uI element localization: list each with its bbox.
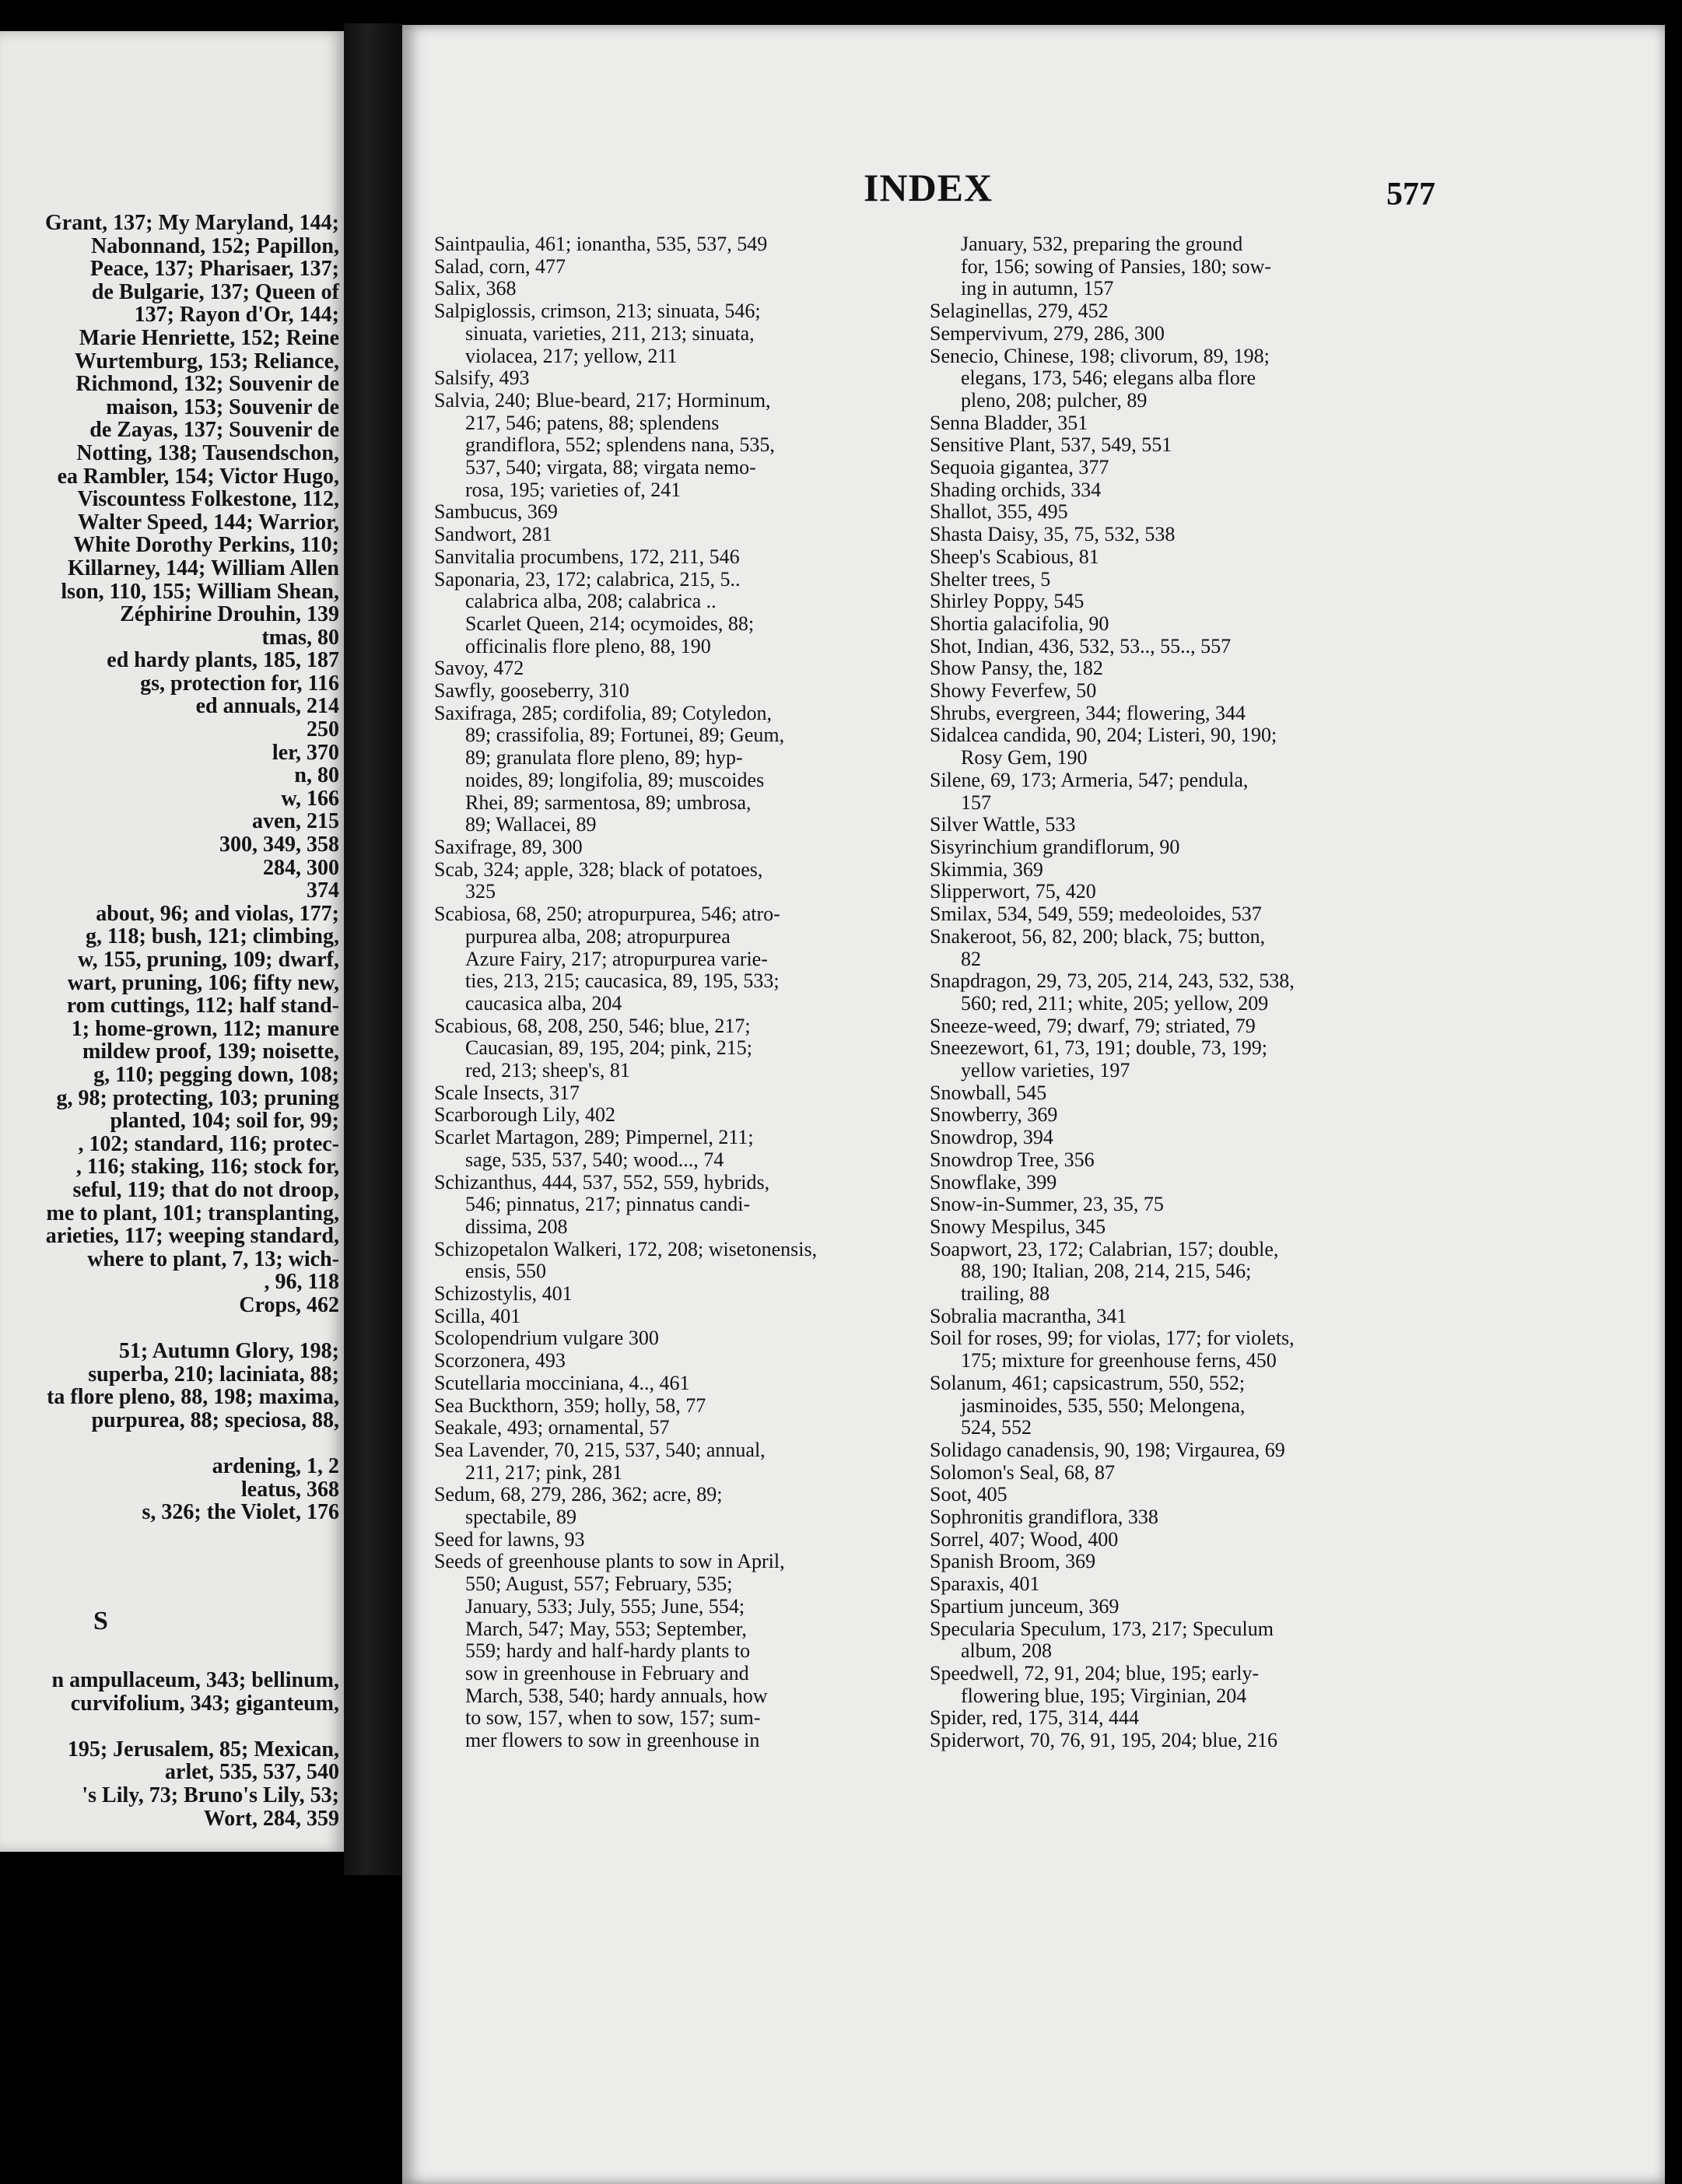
index-entry: Seakale, 493; ornamental, 57 [434,1416,670,1439]
index-entry: Shallot, 355, 495 [930,500,1068,524]
index-entry: Seed for lawns, 93 [434,1527,585,1551]
left-page-line: gs, protection for, 116 [140,671,339,696]
index-entry: Shading orchids, 334 [930,478,1102,501]
index-entry-continuation: 550; August, 557; February, 535; [465,1572,733,1596]
left-page-line: maison, 153; Souvenir de [106,394,339,419]
left-page-line: ardening, 1, 2 [212,1454,339,1479]
index-entry: Silver Wattle, 533 [930,813,1076,836]
index-entry-continuation: Caucasian, 89, 195, 204; pink, 215; [465,1036,753,1060]
left-page-line: wart, pruning, 106; fifty new, [67,970,339,995]
left-section-letter: S [93,1607,108,1635]
index-entry: Snowberry, 369 [930,1103,1058,1127]
left-page-line: Killarney, 144; William Allen [68,556,339,580]
left-page-line: Wurtemburg, 153; Reliance, [74,349,339,373]
index-entry: Solomon's Seal, 68, 87 [930,1460,1115,1484]
left-page-line: 51; Autumn Glory, 198; [118,1339,339,1364]
index-entry: Soapwort, 23, 172; Calabrian, 157; double, [930,1237,1279,1260]
index-entry-continuation: sinuata, varieties, 211, 213; sinuata, [465,321,755,345]
left-page-line: 250 [307,717,339,742]
index-entry-continuation: sow in greenhouse in February and [465,1662,749,1684]
index-entry-continuation: dissima, 208 [465,1215,568,1238]
index-entry: Salix, 368 [434,277,517,300]
index-entry: Scorzonera, 493 [434,1349,566,1372]
index-entry: Showy Feverfew, 50 [930,679,1097,703]
left-page-line: Peace, 137; Pharisaer, 137; [89,257,339,282]
index-entry: Sensitive Plant, 537, 549, 551 [930,433,1172,457]
left-page-line: , 116; staking, 116; stock for, [75,1155,339,1180]
left-page-line: Crops, 462 [239,1292,339,1317]
index-entry-continuation: 560; red, 211; white, 205; yellow, 209 [961,991,1269,1015]
left-page-line: Walter Speed, 144; Warrior, [77,510,339,535]
index-entry: Snowdrop, 394 [930,1126,1053,1149]
index-entry-continuation: 325 [465,880,496,903]
index-entry: Saxifraga, 285; cordifolia, 89; Cotyledon, [434,701,772,724]
index-entry: Senecio, Chinese, 198; clivorum, 89, 198; [930,344,1270,367]
index-entry: Sawfly, gooseberry, 310 [434,679,629,703]
index-entry-continuation: album, 208 [961,1639,1052,1663]
left-page-line: 284, 300 [263,855,339,880]
index-entry: Skimmia, 369 [930,857,1043,881]
index-entry-continuation: red, 213; sheep's, 81 [465,1059,630,1082]
left-page-line [0,1432,339,1455]
index-entry-continuation: March, 538, 540; hardy annuals, how [465,1684,768,1707]
left-page [0,31,344,1852]
index-entry: Snakeroot, 56, 82, 200; black, 75; button, [930,924,1266,948]
index-entry: Shelter trees, 5 [930,567,1051,591]
left-page-line: w, 166 [281,786,339,811]
left-page-line: n, 80 [294,763,339,788]
index-entry: Sophronitis grandiflora, 338 [930,1506,1158,1529]
index-entry: Speedwell, 72, 91, 204; blue, 195; early- [930,1662,1260,1684]
left-page-line: , 96, 118 [264,1270,339,1295]
index-entry-continuation: elegans, 173, 546; elegans alba flore [961,366,1256,390]
index-entry: Snowflake, 399 [930,1170,1057,1194]
left-page-line: seful, 119; that do not droop, [72,1177,339,1202]
left-page-line: Viscountess Folkestone, 112, [77,487,339,512]
index-entry: Sempervivum, 279, 286, 300 [930,321,1165,345]
left-page-line: 195; Jerusalem, 85; Mexican, [67,1737,339,1762]
left-page-line: 300, 349, 358 [219,833,339,857]
index-entry: Schizopetalon Walkeri, 172, 208; wisetonensis, [434,1237,818,1260]
index-entry: Saintpaulia, 461; ionantha, 535, 537, 549 [434,233,768,255]
left-page-line: de Zayas, 137; Souvenir de [89,418,339,443]
index-entry: Specularia Speculum, 173, 217; Speculum [930,1617,1274,1640]
index-entry-continuation: officinalis flore pleno, 88, 190 [465,634,711,657]
left-page-line: where to plant, 7, 13; wich- [87,1246,339,1271]
index-entry-continuation: 537, 540; virgata, 88; virgata nemo- [465,456,756,479]
left-page-line: g, 110; pegging down, 108; [93,1062,339,1087]
index-entry-continuation: 157 [961,791,991,814]
index-entry: Scutellaria mocciniana, 4.., 461 [434,1371,690,1394]
left-page-line: Richmond, 132; Souvenir de [75,372,339,397]
left-page-line: ta flore pleno, 88, 198; maxima, [47,1385,339,1410]
index-entry-continuation: 211, 217; pink, 281 [465,1460,622,1484]
index-entry: Solidago canadensis, 90, 198; Virgaurea, 69 [930,1438,1285,1461]
index-entry-continuation: Azure Fairy, 217; atropurpurea varie- [465,947,768,970]
index-entry-continuation: Rosy Gem, 190 [961,746,1088,769]
left-page-line: ea Rambler, 154; Victor Hugo, [57,464,339,489]
left-page-line: tmas, 80 [261,625,339,650]
index-entry: Sandwort, 281 [434,523,552,546]
index-entry: Sneeze-weed, 79; dwarf, 79; striated, 79 [930,1014,1256,1037]
left-page-line: w, 155, pruning, 109; dwarf, [77,948,339,972]
left-page-line: mildew proof, 139; noisette, [82,1039,339,1064]
left-page-line: Zéphirine Drouhin, 139 [120,602,339,627]
index-entry: Scolopendrium vulgare 300 [434,1327,659,1350]
left-page-line: 's Lily, 73; Bruno's Lily, 53; [82,1783,339,1807]
left-page-line: , 102; standard, 116; protec- [78,1131,339,1156]
index-entry: Snowy Mespilus, 345 [930,1215,1106,1238]
index-entry: Scale Insects, 317 [434,1081,580,1104]
index-entry-continuation: 524, 552 [961,1416,1032,1439]
index-entry-continuation: flowering blue, 195; Virginian, 204 [961,1684,1247,1707]
left-page-text [0,212,339,1524]
index-entry: Salsify, 493 [434,366,530,390]
index-entry: Snowdrop Tree, 356 [930,1148,1095,1171]
left-page-line: n ampullaceum, 343; bellinum, [51,1668,339,1692]
index-entry: Spider, red, 175, 314, 444 [930,1706,1140,1730]
index-entry-continuation: 89; granulata flore pleno, 89; hyp- [465,746,743,769]
index-entry-continuation: caucasica alba, 204 [465,991,622,1015]
index-entry-continuation: grandiflora, 552; splendens nana, 535, [465,433,775,457]
left-page-line: me to plant, 101; transplanting, [46,1201,339,1225]
index-entry: Sea Buckthorn, 359; holly, 58, 77 [434,1393,706,1417]
index-entry-continuation: March, 547; May, 553; September, [465,1617,747,1640]
index-entry-continuation: 89; crassifolia, 89; Fortunei, 89; Geum, [465,724,785,747]
index-entry-continuation: trailing, 88 [961,1282,1050,1306]
left-page-line: 374 [307,878,339,903]
index-entry: Seeds of greenhouse plants to sow in April, [434,1550,785,1573]
left-page-line: g, 98; protecting, 103; pruning [56,1085,339,1110]
index-entry: Scabious, 68, 208, 250, 546; blue, 217; [434,1014,751,1037]
index-entry-continuation: 89; Wallacei, 89 [465,813,597,836]
index-entry: Silene, 69, 173; Armeria, 547; pendula, [930,768,1249,791]
index-entry-continuation: spectabile, 89 [465,1506,576,1529]
left-page-line: leatus, 368 [241,1477,339,1502]
index-entry: Shrubs, evergreen, 344; flowering, 344 [930,701,1246,724]
index-entry: Saponaria, 23, 172; calabrica, 215, 5.. [434,567,741,591]
book-spine [344,23,402,1875]
index-entry-continuation: pleno, 208; pulcher, 89 [961,388,1148,412]
index-entry: Scarlet Martagon, 289; Pimpernel, 211; [434,1126,754,1149]
index-entry: Senna Bladder, 351 [930,411,1088,434]
index-entry-continuation: 546; pinnatus, 217; pinnatus candi- [465,1193,751,1216]
index-entry: Salvia, 240; Blue-beard, 217; Horminum, [434,388,771,412]
index-entry: Sanvitalia procumbens, 172, 211, 546 [434,545,740,568]
left-page-line [0,1715,339,1738]
index-entry: Shortia galacifolia, 90 [930,612,1109,635]
left-page-line: White Dorothy Perkins, 110; [73,533,339,558]
left-page-line: lson, 110, 155; William Shean, [61,579,339,604]
left-page-line: ed hardy plants, 185, 187 [107,648,339,673]
index-entry: Sneezewort, 61, 73, 191; double, 73, 199; [930,1036,1267,1060]
index-entry: Sorrel, 407; Wood, 400 [930,1527,1119,1551]
index-entry: Saxifrage, 89, 300 [434,835,583,858]
index-entry-continuation: 175; mixture for greenhouse ferns, 450 [961,1349,1277,1372]
index-entry-continuation: for, 156; sowing of Pansies, 180; sow- [961,254,1272,278]
index-entry: Snapdragon, 29, 73, 205, 214, 243, 532, 538, [930,969,1295,993]
index-entry-continuation: mer flowers to sow in greenhouse in [465,1729,760,1752]
left-page-line: ler, 370 [272,740,339,765]
index-entry: Sambucus, 369 [434,500,558,524]
index-entry: Shot, Indian, 436, 532, 53.., 55.., 557 [930,634,1232,657]
left-page-line: Nabonnand, 152; Papillon, [91,233,339,258]
index-entry: Snowball, 545 [930,1081,1047,1104]
index-entry: Smilax, 534, 549, 559; medeoloides, 537 [930,903,1262,926]
index-entry: Sequoia gigantea, 377 [930,456,1109,479]
index-entry-continuation: 82 [961,947,981,970]
page-number: 577 [1386,177,1435,212]
index-entry-continuation: noides, 89; longifolia, 89; muscoides [465,768,765,791]
index-entry-continuation: January, 533; July, 555; June, 554; [465,1594,745,1618]
index-entry: Schizanthus, 444, 537, 552, 559, hybrids, [434,1170,770,1194]
index-entry: Snow-in-Summer, 23, 35, 75 [930,1193,1164,1216]
index-entry: Sedum, 68, 279, 286, 362; acre, 89; [434,1483,723,1506]
left-page-text-lower [0,1669,339,1830]
index-entry: Selaginellas, 279, 452 [930,300,1109,323]
index-entry-continuation: ties, 213, 215; caucasica, 89, 195, 533; [465,969,780,993]
index-entry-continuation: to sow, 157, when to sow, 157; sum- [465,1706,761,1730]
index-entry-continuation: jasminoides, 535, 550; Melongena, [961,1393,1246,1417]
index-entry: Scilla, 401 [434,1304,521,1327]
index-column-left [434,233,901,1752]
index-entry: Solanum, 461; capsicastrum, 550, 552; [930,1371,1246,1394]
index-entry: Shirley Poppy, 545 [930,590,1085,613]
left-page-line: arieties, 117; weeping standard, [45,1224,339,1249]
left-page-line [0,1317,339,1341]
left-page-line: rom cuttings, 112; half stand- [66,994,339,1018]
index-entry-continuation: ensis, 550 [465,1260,546,1283]
index-column-right [930,233,1443,1752]
index-entry: Soil for roses, 99; for violas, 177; for violets, [930,1327,1295,1350]
left-page-line: Marie Henriette, 152; Reine [79,325,339,350]
index-entry: Spanish Broom, 369 [930,1550,1096,1573]
left-page-line: 1; home-grown, 112; manure [71,1016,339,1041]
index-entry: Salad, corn, 477 [434,254,566,278]
index-entry: Sisyrinchium grandiflorum, 90 [930,835,1180,858]
left-page-line: about, 96; and violas, 177; [96,901,339,926]
left-page-line: 137; Rayon d'Or, 144; [134,303,339,328]
index-entry: Slipperwort, 75, 420 [930,880,1096,903]
index-entry: Shasta Daisy, 35, 75, 532, 538 [930,523,1176,546]
index-entry: Scab, 324; apple, 328; black of potatoes, [434,857,763,881]
left-page-line: curvifolium, 343; giganteum, [70,1691,339,1716]
index-entry: Sidalcea candida, 90, 204; Listeri, 90, 190; [930,724,1277,747]
left-page-line: Notting, 138; Tausendschon, [76,440,339,465]
index-entry-continuation: sage, 535, 537, 540; wood..., 74 [465,1148,724,1171]
index-entry: Scabiosa, 68, 250; atropurpurea, 546; atro- [434,903,780,926]
index-entry-continuation: violacea, 217; yellow, 211 [465,344,678,367]
index-entry-continuation: ing in autumn, 157 [961,277,1114,300]
index-entry-continuation: calabrica alba, 208; calabrica .. [465,590,717,613]
index-entry-continuation: 217, 546; patens, 88; splendens [465,411,720,434]
left-page-line: g, 118; bush, 121; climbing, [86,924,339,949]
left-page-line: s, 326; the Violet, 176 [142,1500,339,1525]
index-entry: Soot, 405 [930,1483,1007,1506]
index-entry: Sea Lavender, 70, 215, 537, 540; annual, [434,1438,766,1461]
index-entry: Spiderwort, 70, 76, 91, 195, 204; blue, 216 [930,1729,1278,1752]
index-entry-continuation: January, 532, preparing the ground [961,233,1243,255]
index-entry: Spartium junceum, 369 [930,1594,1120,1618]
index-entry-continuation: 559; hardy and half-hardy plants to [465,1639,751,1663]
left-page-line: aven, 215 [252,809,339,834]
left-page-line: purpurea, 88; speciosa, 88, [91,1408,339,1432]
index-entry: Show Pansy, the, 182 [930,657,1103,680]
index-entry: Sparaxis, 401 [930,1572,1040,1596]
left-page-line: planted, 104; soil for, 99; [110,1109,339,1134]
left-page-line: superba, 210; laciniata, 88; [88,1362,339,1386]
index-entry: Schizostylis, 401 [434,1282,573,1306]
left-page-line: arlet, 535, 537, 540 [165,1760,339,1785]
index-entry-continuation: purpurea alba, 208; atropurpurea [465,924,731,948]
index-entry: Salpiglossis, crimson, 213; sinuata, 546; [434,300,761,323]
index-entry-continuation: 88, 190; Italian, 208, 214, 215, 546; [961,1260,1252,1283]
index-entry: Scarborough Lily, 402 [434,1103,615,1127]
index-entry-continuation: Rhei, 89; sarmentosa, 89; umbrosa, [465,791,752,814]
index-entry: Sheep's Scabious, 81 [930,545,1099,568]
left-page-line: de Bulgarie, 137; Queen of [91,279,339,304]
page-title: INDEX [864,166,993,209]
left-page-line: Wort, 284, 359 [203,1806,339,1831]
index-entry-continuation: rosa, 195; varieties of, 241 [465,478,682,501]
left-page-line: Grant, 137; My Maryland, 144; [45,211,339,235]
index-entry: Sobralia macrantha, 341 [930,1304,1127,1327]
index-entry-continuation: Scarlet Queen, 214; ocymoides, 88; [465,612,755,635]
index-entry-continuation: yellow varieties, 197 [961,1059,1130,1082]
index-entry: Savoy, 472 [434,657,524,680]
left-page-line: ed annuals, 214 [195,694,339,719]
